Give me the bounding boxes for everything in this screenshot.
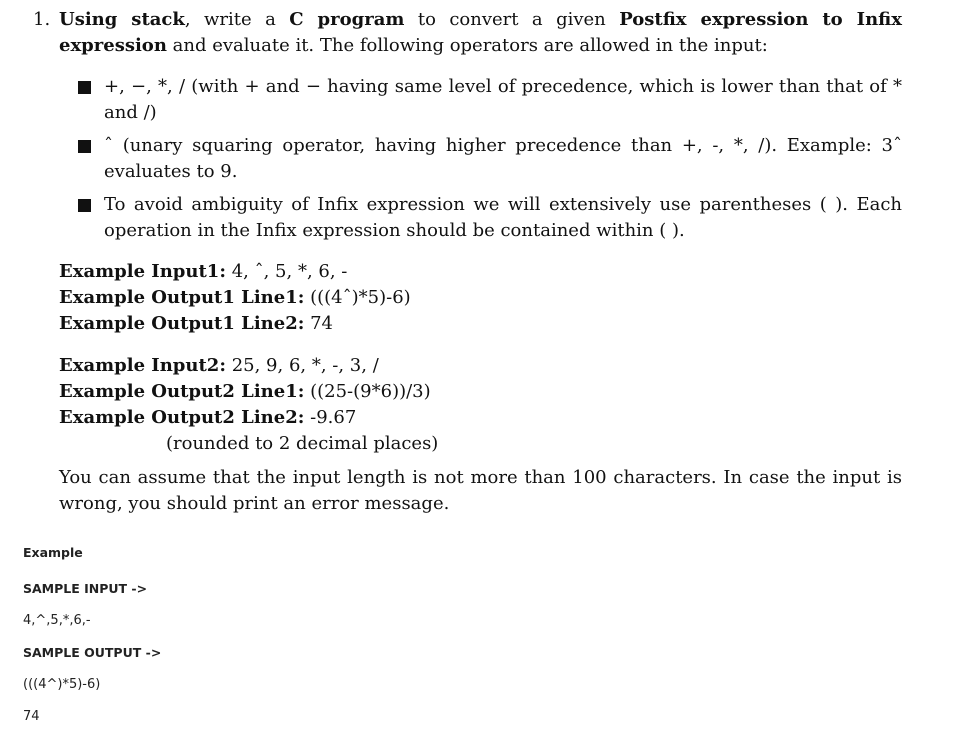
example-value: -9.67 (310, 407, 357, 428)
sample-input-value: 4,^,5,*,6,- (23, 613, 91, 628)
intro-text: and evaluate it. The following operators are allowed in the input: (166, 35, 768, 56)
bullet-text: +, −, *, / (with + and − having same level of precedence, which is lower than that of * and /) (104, 76, 902, 123)
example-label: Example Output1 Line1: (59, 287, 305, 308)
example2-input-line (59, 353, 438, 379)
example2-output-line1 (59, 379, 438, 405)
intro-text: , write a (184, 9, 290, 30)
example-label: Example Input1: (59, 261, 226, 282)
intro-emphasis-stack: Using stack (59, 9, 185, 30)
example1-output-line1 (59, 285, 411, 311)
example-value: 74 (310, 313, 334, 334)
question-number: 1. (33, 9, 51, 30)
bullet-square-icon (78, 81, 91, 94)
bullet-square-icon (78, 140, 91, 153)
example-value: ((25-(9*6))/3) (310, 381, 431, 402)
sample-input-label: SAMPLE INPUT -> (23, 581, 148, 596)
example-value: 25, 9, 6, *, -, 3, / (231, 355, 379, 376)
intro-text: to convert a given (404, 9, 620, 30)
sample-output-label: SAMPLE OUTPUT -> (23, 645, 162, 660)
example-label: Example Output2 Line1: (59, 381, 305, 402)
sample-output-line2: 74 (23, 709, 40, 724)
closing-paragraph: You can assume that the input length is not more than 100 characters. In case the input is wrong, you should print an error message. (59, 467, 902, 514)
example1-output-line2 (59, 311, 411, 337)
example1-input-line (59, 259, 411, 285)
example-value: (((4ˆ)*5)-6) (310, 287, 411, 308)
example2-output-line2 (59, 405, 438, 431)
bullet-text: ˆ (unary squaring operator, having higher precedence than +, -, *, /). Example: 3ˆ evaluates to 9. (104, 135, 902, 182)
intro-emphasis-conversion: Postfix expression to Infix expression (59, 9, 902, 56)
question-intro (59, 7, 902, 59)
sample-heading: Example (23, 545, 83, 560)
example1-block (59, 259, 411, 337)
example-label: Example Input2: (59, 355, 226, 376)
intro-emphasis-c: C program (289, 9, 405, 30)
example-label: Example Output2 Line2: (59, 407, 305, 428)
bullet-square-icon (78, 199, 91, 212)
bullet-text: To avoid ambiguity of Infix expression we will extensively use parentheses ( ). Each operation in the Infix expression should be contained within ( ). (104, 194, 902, 241)
example2-block (59, 353, 438, 457)
example-label: Example Output1 Line2: (59, 313, 305, 334)
example-value: 4, ˆ, 5, *, 6, - (231, 261, 348, 282)
sample-output-line1: (((4^)*5)-6) (23, 677, 101, 692)
rounding-note: (rounded to 2 decimal places) (166, 433, 439, 454)
